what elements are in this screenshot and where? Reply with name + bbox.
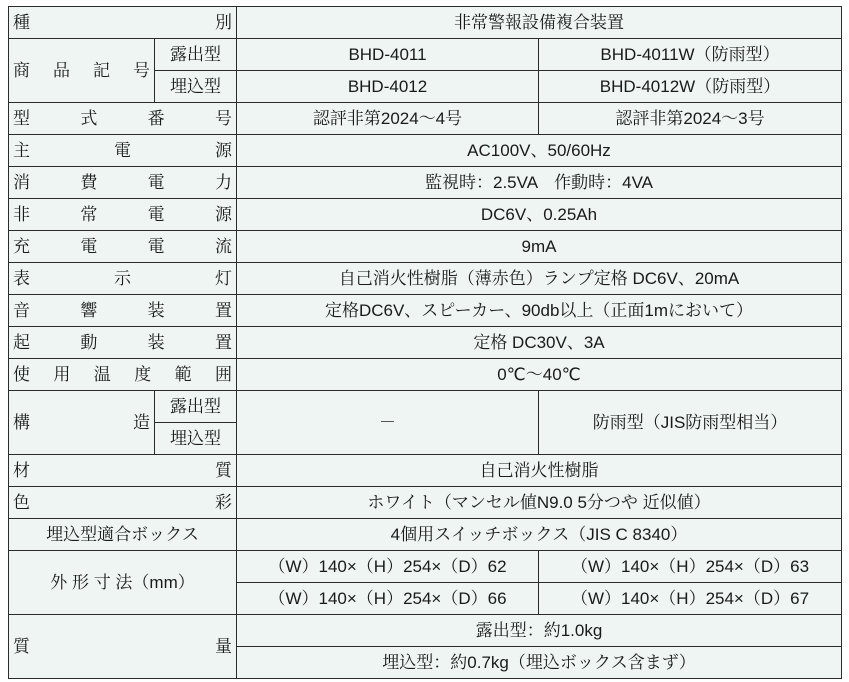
table-row	[9, 231, 842, 263]
table-row	[9, 455, 842, 487]
table-row	[9, 327, 842, 359]
table-row	[9, 135, 842, 167]
row-value-compatible-box: 4個用スイッチボックス（JIS C 8340）	[237, 519, 842, 551]
model-code-embedded-standard: BHD-4012	[237, 71, 539, 103]
table-row	[9, 519, 842, 551]
structure-sublabel-embedded: 埋込型	[155, 423, 237, 455]
model-code-exposed-standard: BHD-4011	[237, 39, 539, 71]
structure-sublabel-exposed: 露出型	[155, 391, 237, 423]
table-row	[9, 615, 842, 647]
structure-value-rainproof: 防雨型（JIS防雨型相当）	[539, 391, 842, 455]
row-label-main-power: 主 電 源	[9, 135, 237, 167]
row-value-starter: 定格 DC30V、3A	[237, 327, 842, 359]
row-value-temperature-range: 0℃〜40℃	[237, 359, 842, 391]
row-value-color: ホワイト（マンセル値N9.0 5分つや 近似値）	[237, 487, 842, 519]
specification-table	[8, 6, 842, 679]
row-label-model-code: 商 品 記 号	[9, 39, 155, 103]
row-sublabel-embedded: 埋込型	[155, 71, 237, 103]
row-value-emergency-power: DC6V、0.25Ah	[237, 199, 842, 231]
row-label-compatible-box: 埋込型適合ボックス	[9, 519, 237, 551]
row-value-sounder: 定格DC6V、スピーカー、90db以上（正面1mにおいて）	[237, 295, 842, 327]
type-number-rainproof: 認評非第2024〜3号	[539, 103, 842, 135]
dimensions-embedded-rainproof: （W）140×（H）254×（D）67	[539, 583, 842, 615]
row-label-temperature-range: 使 用 温 度 範 囲	[9, 359, 237, 391]
model-code-exposed-rainproof: BHD-4011W（防雨型）	[539, 39, 842, 71]
row-value-material: 自己消火性樹脂	[237, 455, 842, 487]
table-row	[9, 167, 842, 199]
table-row	[9, 487, 842, 519]
row-label-type-number: 型 式 番 号	[9, 103, 237, 135]
table-row	[9, 359, 842, 391]
row-label-power-consumption: 消 費 電 力	[9, 167, 237, 199]
table-row	[9, 391, 842, 423]
table-row	[9, 103, 842, 135]
row-label-weight: 質 量	[9, 615, 237, 679]
table-row	[9, 295, 842, 327]
row-label-emergency-power: 非 常 電 源	[9, 199, 237, 231]
row-value-main-power: AC100V、50/60Hz	[237, 135, 842, 167]
type-number-standard: 認評非第2024〜4号	[237, 103, 539, 135]
row-value-power-consumption: 監視時：2.5VA 作動時：4VA	[237, 167, 842, 199]
row-label-type: 種 別	[9, 7, 237, 39]
table-row	[9, 263, 842, 295]
table-row	[9, 7, 842, 39]
row-label-dimensions: 外 形 寸 法（mm）	[9, 551, 237, 615]
row-value-charging-current: 9mA	[237, 231, 842, 263]
row-label-charging-current: 充 電 電 流	[9, 231, 237, 263]
row-label-color: 色 彩	[9, 487, 237, 519]
table-row	[9, 199, 842, 231]
table-row	[9, 551, 842, 583]
structure-value-standard: －	[237, 391, 539, 455]
row-sublabel-exposed: 露出型	[155, 39, 237, 71]
table-row	[9, 39, 842, 71]
spec-table-body	[9, 7, 842, 679]
dimensions-exposed-standard: （W）140×（H）254×（D）62	[237, 551, 539, 583]
weight-exposed: 露出型：約1.0kg	[237, 615, 842, 647]
model-code-embedded-rainproof: BHD-4012W（防雨型）	[539, 71, 842, 103]
dimensions-embedded-standard: （W）140×（H）254×（D）66	[237, 583, 539, 615]
row-label-material: 材 質	[9, 455, 237, 487]
weight-embedded: 埋込型：約0.7kg（埋込ボックス含まず）	[237, 647, 842, 679]
row-label-sounder: 音 響 装 置	[9, 295, 237, 327]
row-label-indicator-lamp: 表 示 灯	[9, 263, 237, 295]
row-label-starter: 起 動 装 置	[9, 327, 237, 359]
row-label-structure: 構 造	[9, 391, 155, 455]
row-value-indicator-lamp: 自己消火性樹脂（薄赤色）ランプ定格 DC6V、20mA	[237, 263, 842, 295]
dimensions-exposed-rainproof: （W）140×（H）254×（D）63	[539, 551, 842, 583]
row-value-type: 非常警報設備複合装置	[237, 7, 842, 39]
